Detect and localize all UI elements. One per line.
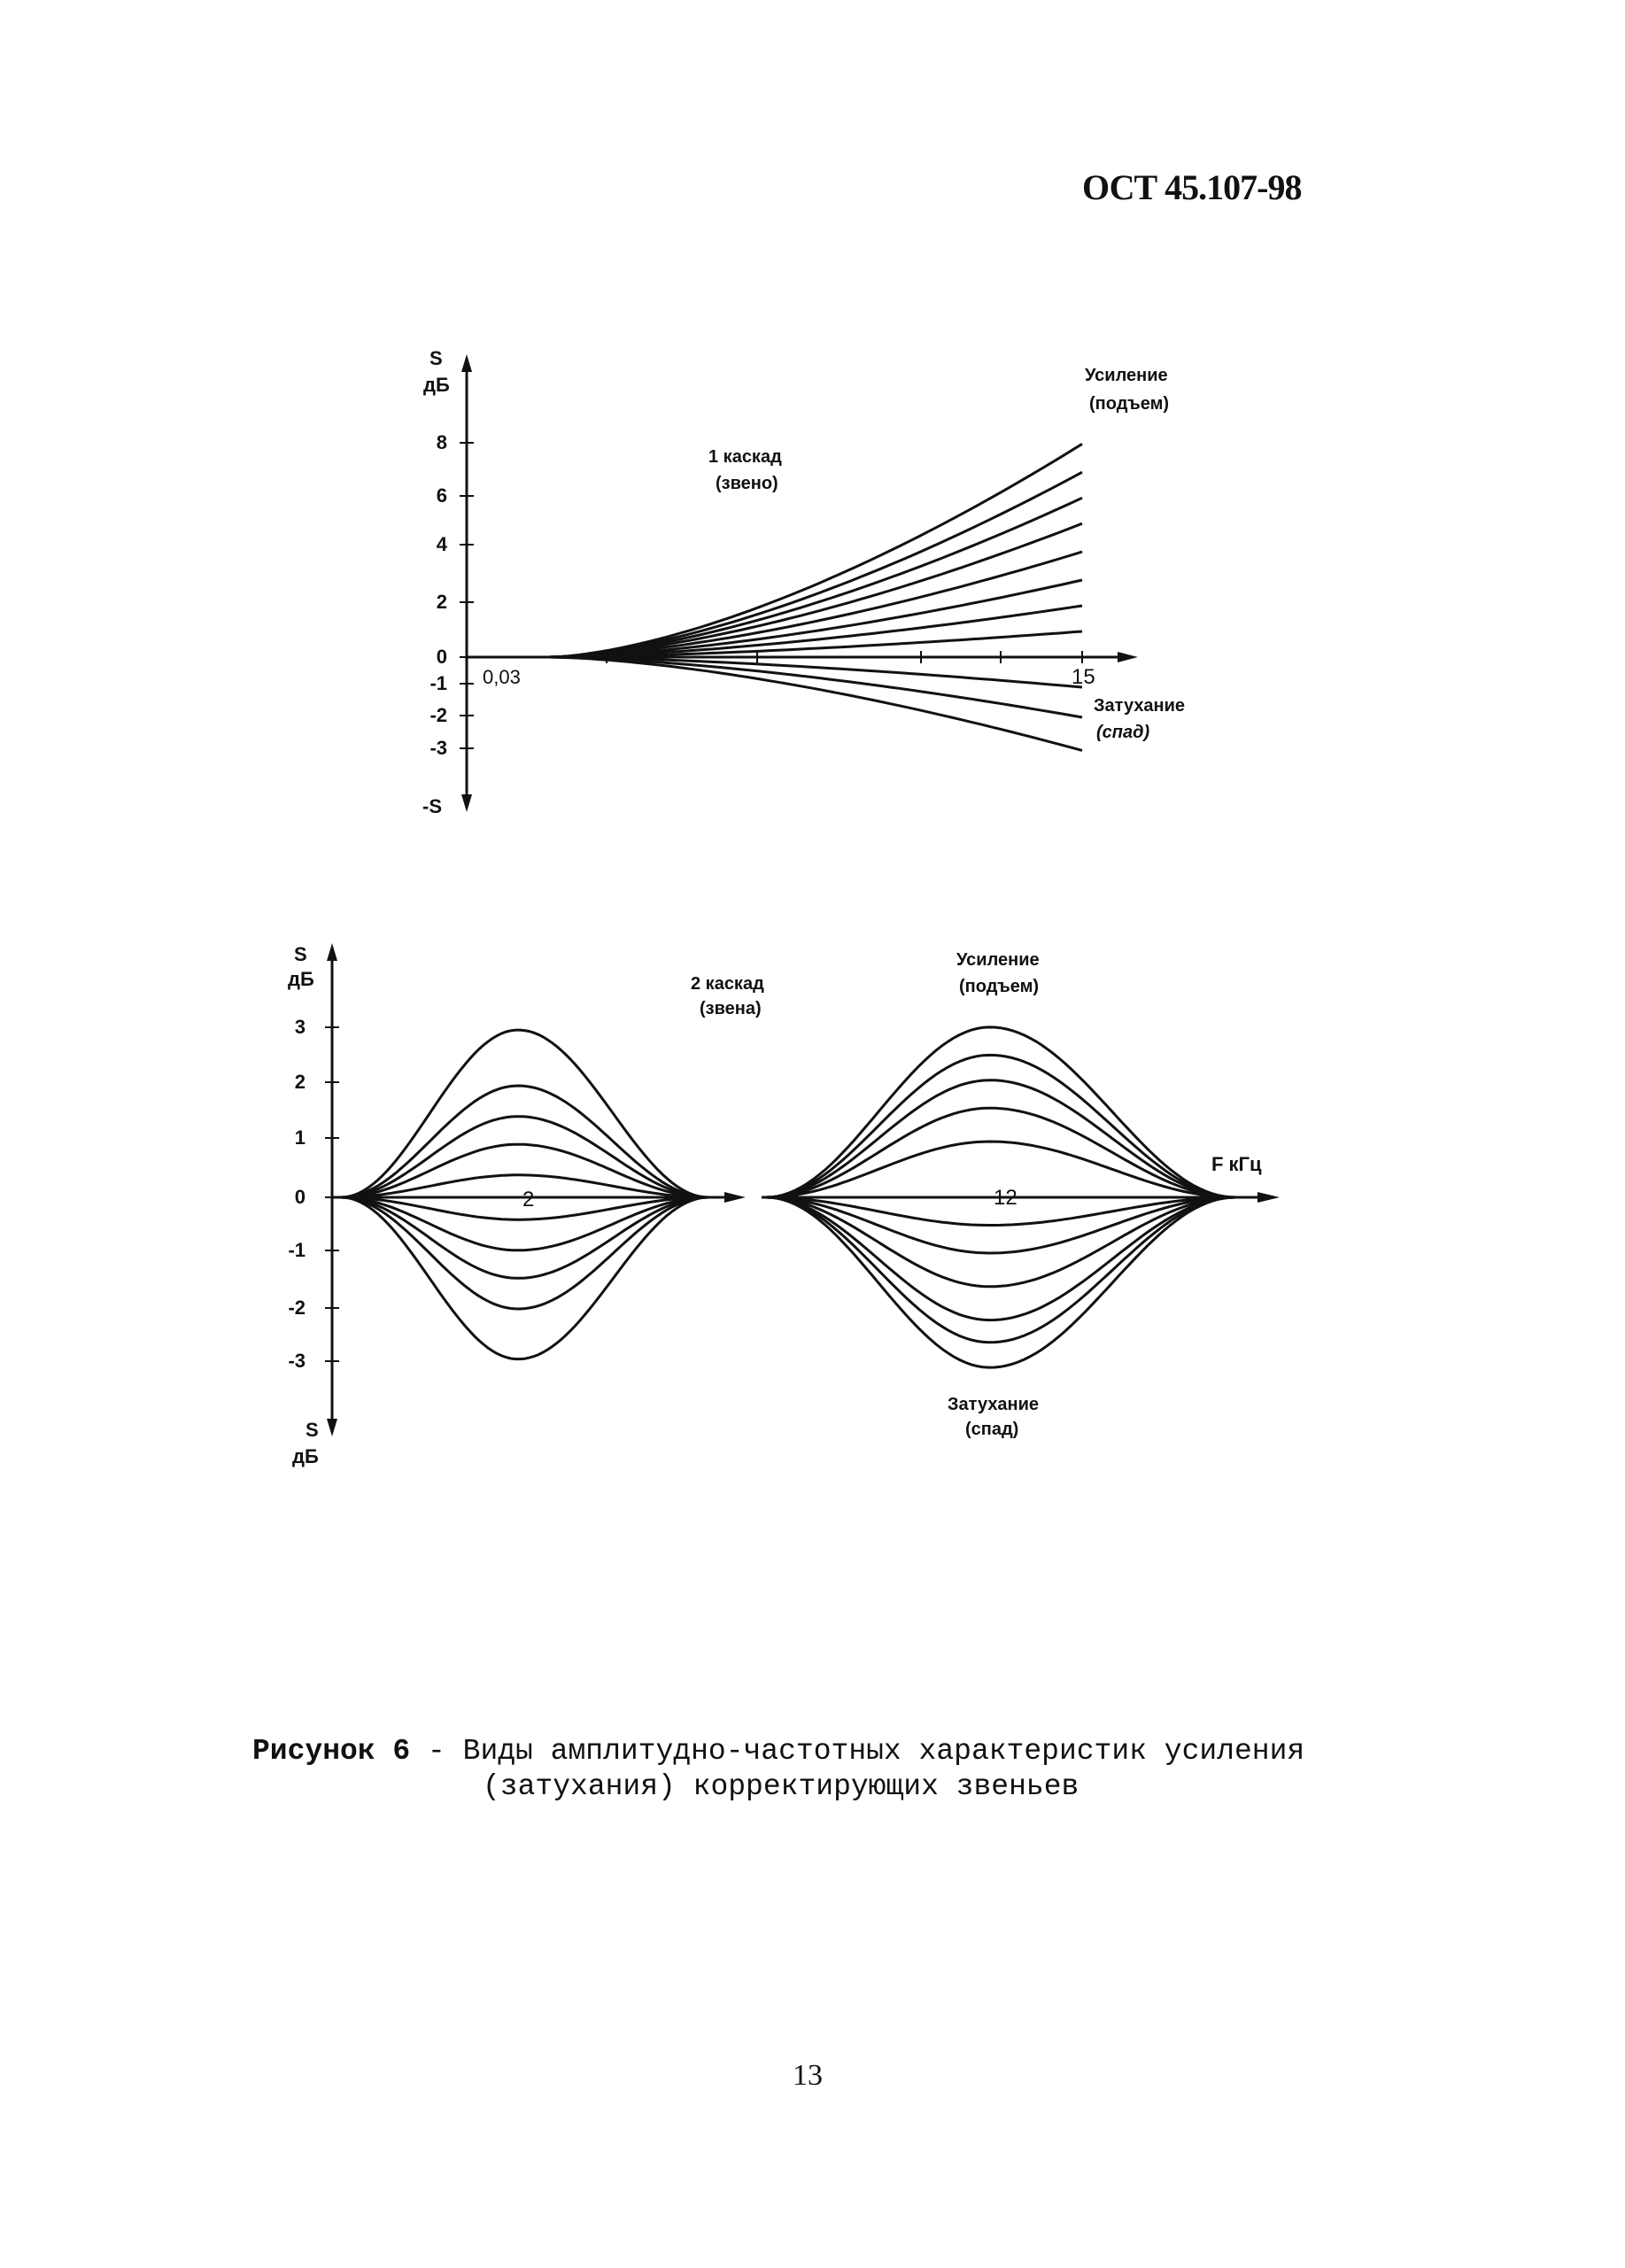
chart2-gain-label-line2: (подъем) <box>959 977 1040 996</box>
chart1-x-label-end: 15 <box>1072 665 1095 689</box>
chart2-y-tick-label-5: -2 <box>288 1297 306 1319</box>
chart2-atten-label-line2: (спад) <box>965 1420 1019 1439</box>
chart2-title-line2: (звена) <box>700 999 762 1018</box>
chart1-title-line1: 1 каскад <box>708 447 782 467</box>
chart2-y-tick-label-1: 2 <box>294 1071 306 1093</box>
chart1-y-tick-label-5: -1 <box>429 672 447 694</box>
chart1-title-line2: (звено) <box>716 474 778 493</box>
caption-text-line2: (затухания) корректирующих звеньев <box>483 1770 1079 1803</box>
caption-text-line1: - Виды амплитудно-частотных характеристик усиления <box>410 1735 1305 1768</box>
chart1-y-tick-label-4: 0 <box>436 646 447 668</box>
chart2-y-arrow-up <box>327 943 337 961</box>
chart2-atten-label-line1: Затухание <box>948 1395 1040 1414</box>
chart1-gain-label-line1: Усиление <box>1085 366 1168 385</box>
chart1-x-label-start: 0,03 <box>483 666 521 688</box>
chart1-atten-label-line1: Затухание <box>1094 696 1186 716</box>
chart2-y-arrow-down <box>327 1419 337 1436</box>
page-number: 13 <box>793 2059 823 2092</box>
document-code: ОСТ 45.107-98 <box>1082 167 1302 207</box>
chart2-gain-label-line1: Усиление <box>956 950 1040 970</box>
chart2 <box>288 943 1280 1467</box>
chart2-ylabel-top: S <box>294 943 307 965</box>
chart2-center-label-left: 2 <box>522 1188 535 1211</box>
chart2-y-tick-label-2: 1 <box>294 1126 306 1149</box>
chart1-y-arrow-up <box>461 354 472 372</box>
chart1-ylabel-unit: дБ <box>423 374 450 396</box>
caption-label: Рисунок 6 <box>252 1735 411 1768</box>
chart1-y-tick-label-6: -2 <box>429 704 447 726</box>
chart1-curves <box>478 444 1082 750</box>
chart2-right-series-8 <box>766 1197 1235 1320</box>
chart1-y-tick-label-1: 6 <box>436 484 447 507</box>
chart2-y-tick-label-0: 3 <box>294 1016 306 1038</box>
chart1-series-10 <box>478 657 1082 750</box>
chart1-atten-label-line2: (спад) <box>1096 723 1150 742</box>
chart1-x-arrow <box>1118 652 1138 662</box>
chart2-ylabel-unit: дБ <box>288 968 314 990</box>
chart2-ylabel-bottom-unit: дБ <box>292 1445 319 1467</box>
chart1-y-tick-label-0: 8 <box>436 431 447 453</box>
chart2-x-axis-label: F кГц <box>1211 1153 1262 1175</box>
chart1 <box>422 347 1185 817</box>
chart1-ylabel-bottom: -S <box>422 795 442 817</box>
chart1-series-0 <box>478 444 1082 657</box>
chart1-y-tick-label-7: -3 <box>429 737 447 759</box>
chart2-y-tick-label-6: -3 <box>288 1350 306 1372</box>
chart2-x-arrow-right <box>1257 1192 1280 1203</box>
chart1-y-tick-label-3: 2 <box>436 591 447 613</box>
chart1-ylabel-top: S <box>429 347 443 369</box>
chart1-gain-label-line2: (подъем) <box>1089 394 1170 414</box>
figure-caption <box>252 1734 1457 1805</box>
chart2-y-tick-label-4: -1 <box>288 1239 306 1261</box>
chart2-x-arrow-left <box>724 1192 746 1203</box>
chart1-series-4 <box>478 552 1082 657</box>
chart2-center-label-right: 12 <box>994 1186 1018 1210</box>
chart2-title-line1: 2 каскад <box>691 974 764 994</box>
chart1-y-arrow-down <box>461 794 472 812</box>
chart1-y-tick-label-2: 4 <box>436 533 447 555</box>
chart2-ylabel-bottom: S <box>306 1419 319 1441</box>
chart2-y-tick-label-3: 0 <box>294 1186 306 1208</box>
